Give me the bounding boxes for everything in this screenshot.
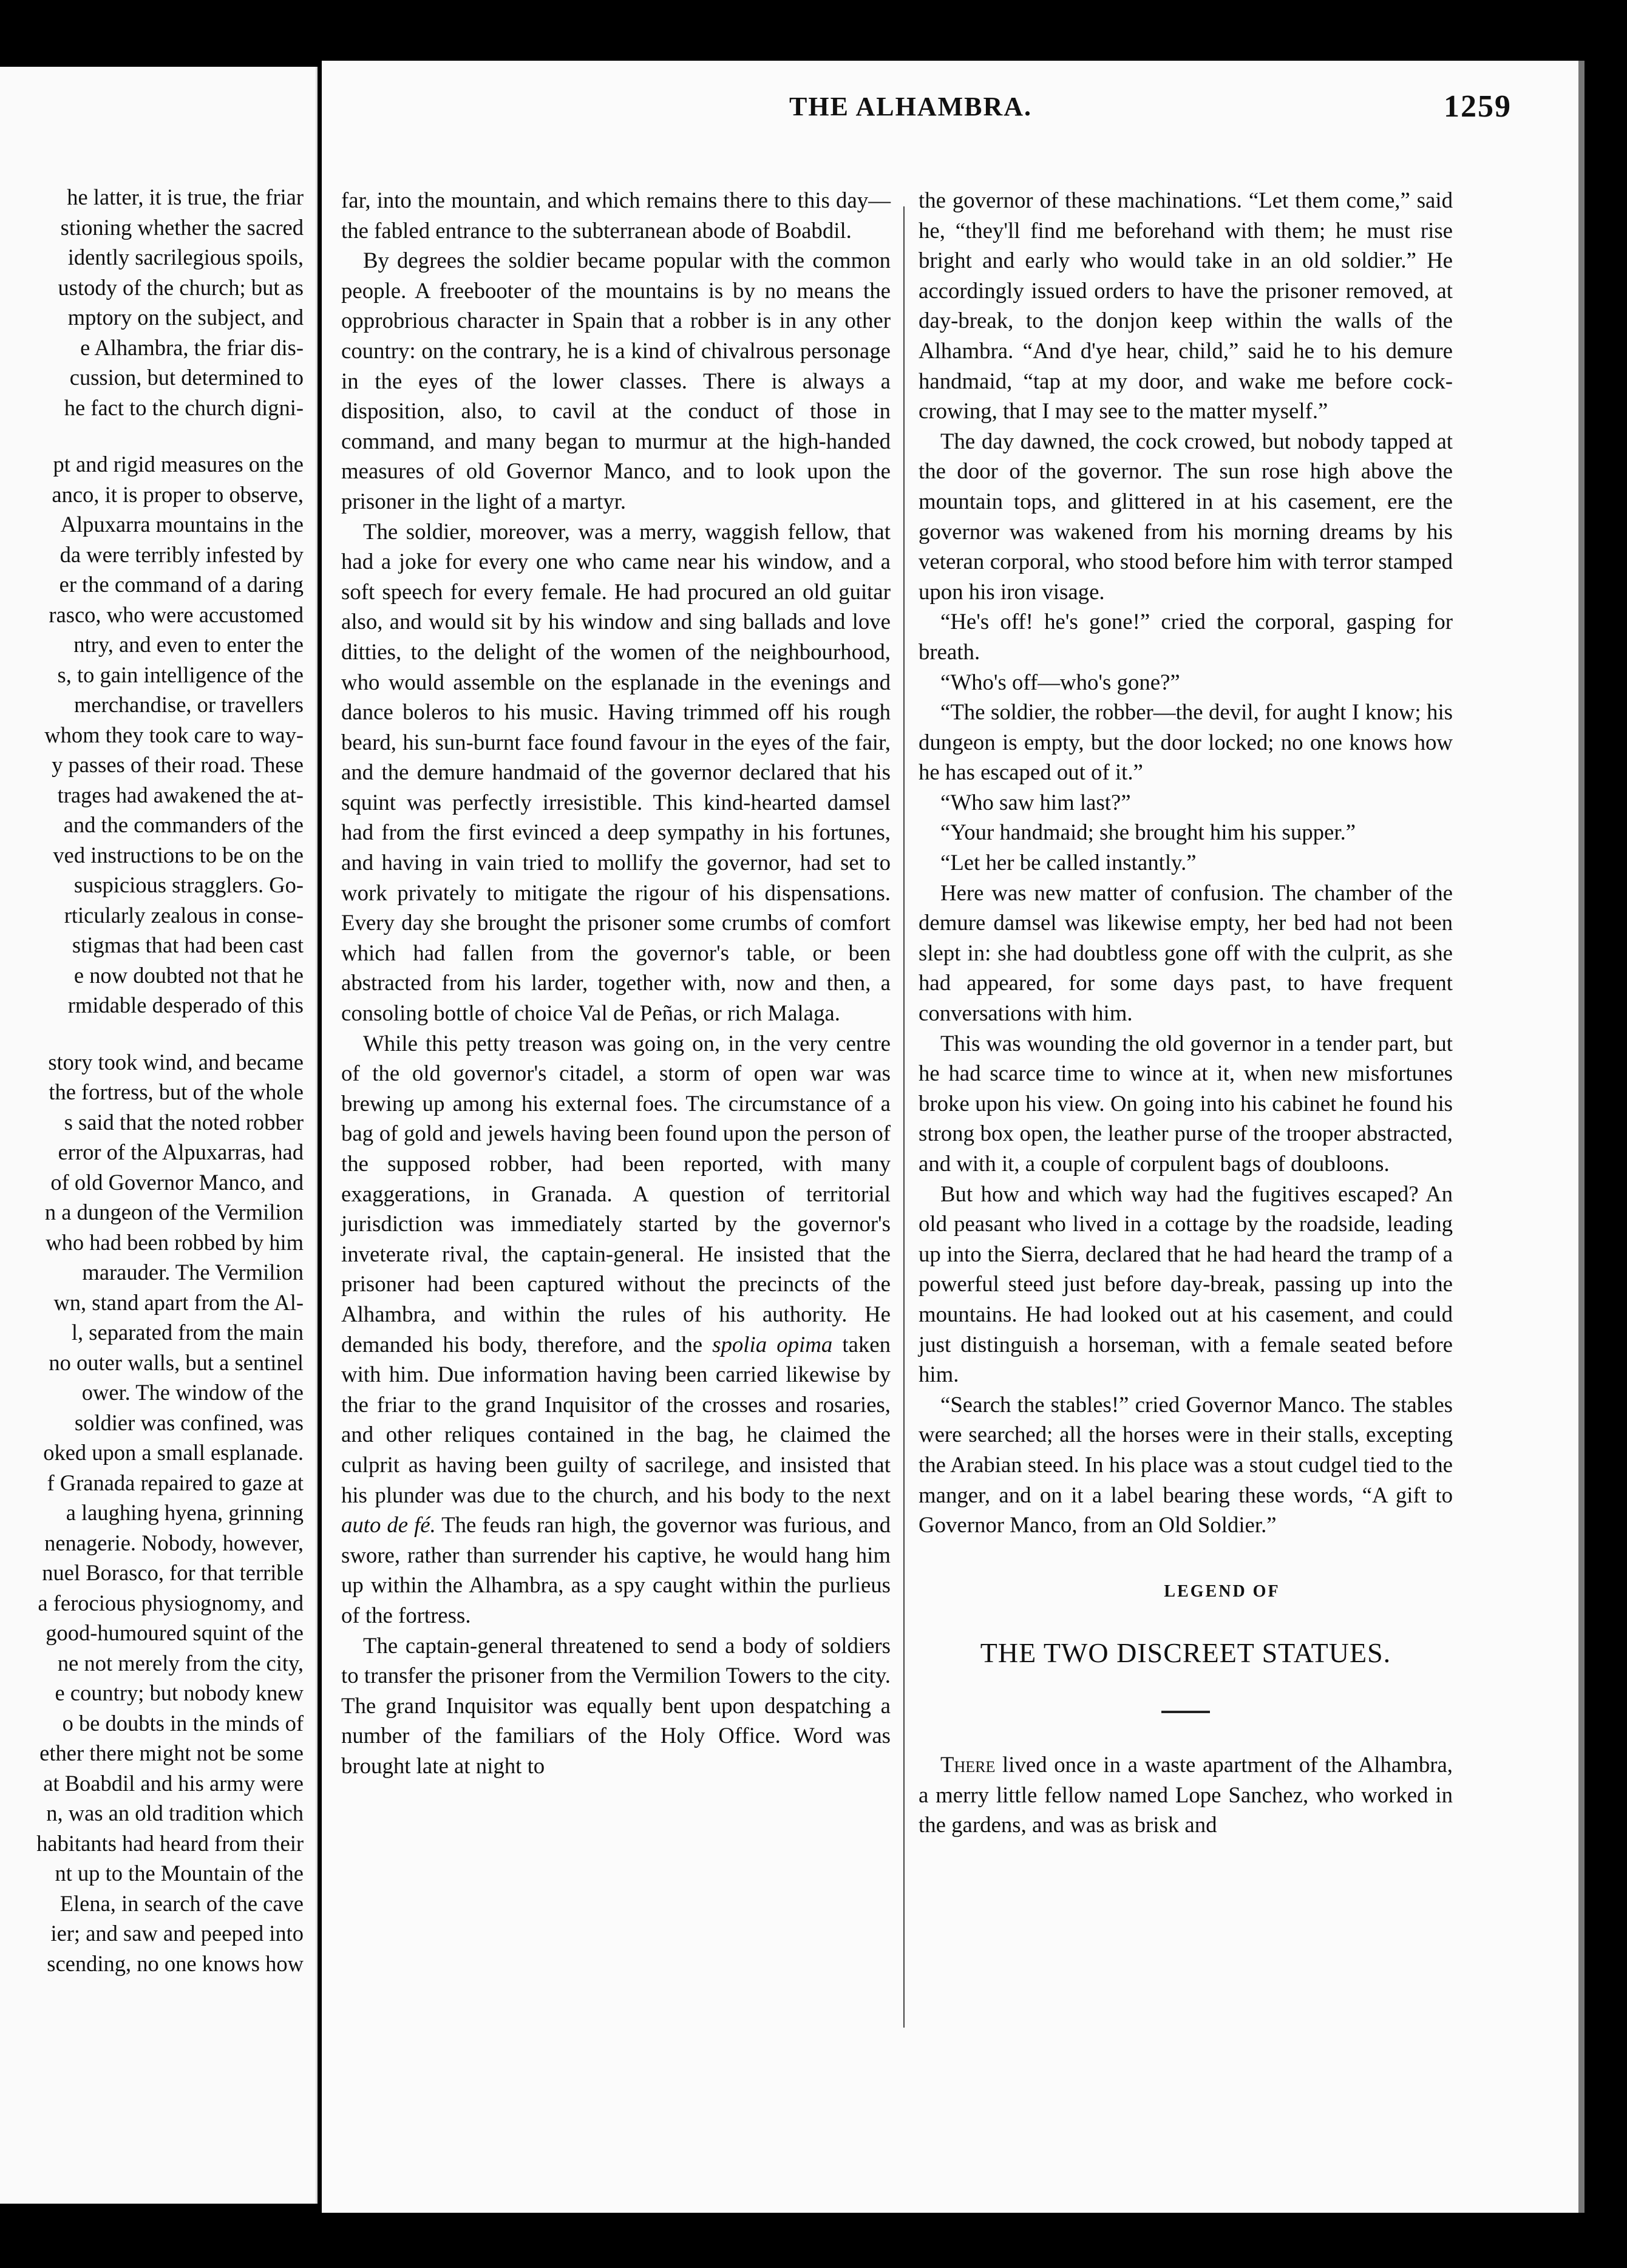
paragraph: “The soldier, the robber—the devil, for aught I know; his dungeon is empty, but the door locked; no one knows how he has escaped out of it.” xyxy=(919,699,1453,785)
right-column xyxy=(919,185,1453,1840)
text-line: ustody of the church; but as xyxy=(58,274,304,300)
page-number: 1259 xyxy=(1444,89,1512,124)
italic-text: auto de fé. xyxy=(341,1512,436,1538)
text-line: da were terribly infested by xyxy=(59,542,304,567)
text-line: oked upon a small esplanade. xyxy=(43,1440,304,1465)
paragraph: “Your handmaid; she brought him his supper.” xyxy=(940,820,1356,845)
text-span: The feuds ran high, the governor was furious, and swore, rather than surrender his captive, he would hang him up within the Alhambra, as a spy caught within the purlieus of the fortress. xyxy=(341,1512,891,1628)
text-line: anco, it is proper to observe, xyxy=(52,481,304,507)
text-line: cussion, but determined to xyxy=(69,365,304,390)
running-header xyxy=(455,91,1512,140)
text-line: ne not merely from the city, xyxy=(57,1650,304,1676)
text-line: a ferocious physiognomy, and xyxy=(38,1590,304,1615)
paragraph: But how and which way had the fugitives escaped? An old peasant who lived in a cottage by the roadside, leading up into the Sierra, declared that he had heard the tramp of a powerful steed just before day-break, passing up into the mountains. He had looked out at his casement, and could just distinguish a horseman, with a female seated before him. xyxy=(919,1181,1453,1387)
paragraph xyxy=(919,1750,1453,1840)
text-line: pt and rigid measures on the xyxy=(53,452,304,477)
text-line: e Alhambra, the friar dis- xyxy=(80,334,304,360)
paragraph: “Let her be called instantly.” xyxy=(940,850,1197,875)
text-line: nt up to the Mountain of the xyxy=(55,1861,304,1886)
text-line: n a dungeon of the Vermilion xyxy=(44,1200,304,1224)
text-line: er the command of a daring xyxy=(59,572,304,597)
text-line: f Granada repaired to gaze at xyxy=(47,1470,304,1495)
section-title: THE TWO DISCREET STATUES. xyxy=(980,1637,1391,1669)
paragraph: Here was new matter of confusion. The chamber of the demure damsel was likewise empty, her bed had not been slept in: she had doubtless gone off with the culprit, as she had appeared, for some days past, to have frequent conversations with him. xyxy=(919,880,1453,1026)
text-line: story took wind, and became xyxy=(48,1049,304,1075)
text-line: nenagerie. Nobody, however, xyxy=(44,1530,304,1555)
text-span: While this petty treason was going on, in the very centre of the old governor's citadel, a storm of open war was brewing up among his external foes. The circumstance of a bag of gold and jewels having been found upon the person of the supposed robber, had been reported, with many exaggerations, in Granada. A question of territorial jurisdiction was immediately started by the governor's inveterate rival, the captain-general. He insisted that the prisoner had been captured without the precincts of the Alhambra, and within the rules of his authority. He demanded his body, therefore, and the xyxy=(341,1030,891,1357)
paragraph: “Search the stables!” cried Governor Manco. The stables were searched; all the horses were in their stalls, excepting the Arabian steed. In his place was a stout cudgel tied to the manger, and on it a label bearing these words, “A gift to Governor Manco, from an Old Soldier.” xyxy=(919,1391,1453,1538)
text-line: no outer walls, but a sentinel xyxy=(49,1350,304,1375)
paragraph xyxy=(341,1028,891,1631)
text-line: stioning whether the sacred xyxy=(60,214,304,240)
text-line: scending, no one knows how xyxy=(47,1951,304,1976)
left-page-fragment xyxy=(0,67,318,2204)
paragraph: This was wounding the old governor in a tender part, but he had scarce time to wince at it, when new misfortunes broke upon his view. On going into his cabinet he found his strong box open, the leather purse of the trooper abstracted, and with it, a couple of corpulent bags of doubloons. xyxy=(919,1030,1453,1176)
section-kicker: LEGEND OF xyxy=(1164,1581,1280,1601)
text-line: wn, stand apart from the Al- xyxy=(53,1289,304,1315)
text-line: s, to gain intelligence of the xyxy=(57,662,304,687)
paragraph: the governor of these machinations. “Let them come,” said he, “they'll find me beforehand with them; he must rise bright and early who would take in an old soldier.” He accordingly issued orders to have the prisoner removed, at day-break, to the donjon keep within the walls of the Alhambra. “And d'ye hear, child,” said he to his demure handmaid, “tap at my door, and wake me before cock-crowing, that I may see to the matter myself.” xyxy=(919,188,1453,424)
text-line: who had been robbed by him xyxy=(46,1229,304,1255)
text-line: mptory on the subject, and xyxy=(67,305,304,330)
paragraph: The captain-general threatened to send a body of soldiers to transfer the prisoner from the Vermilion Towers to the city. The grand Inquisitor was equally bent upon despatching a number of the familiars of the Holy Office. Word was brought late at night to xyxy=(341,1632,891,1778)
text-line: rticularly zealous in conse- xyxy=(64,902,304,928)
text-line: of old Governor Manco, and xyxy=(50,1169,304,1195)
text-line: merchandise, or travellers xyxy=(73,692,304,717)
text-line: e country; but nobody knew xyxy=(55,1680,304,1705)
text-line: stigmas that had been cast xyxy=(72,932,304,957)
paragraph: far, into the mountain, and which remains there to this day—the fabled entrance to the subterranean abode of Boabdil. xyxy=(341,188,891,243)
text-line: habitants had heard from their xyxy=(36,1830,304,1856)
text-line: y passes of their road. These xyxy=(52,752,304,777)
page-title: THE ALHAMBRA. xyxy=(789,92,1033,121)
text-line: at Boabdil and his army were xyxy=(43,1770,304,1796)
text-line: s said that the noted robber xyxy=(64,1109,304,1135)
lead-word: There xyxy=(940,1751,996,1777)
text-line: ier; and saw and peeped into xyxy=(50,1921,304,1946)
text-line: a laughing hyena, grinning xyxy=(66,1500,304,1525)
paragraph: The day dawned, the cock crowed, but nobody tapped at the door of the governor. The sun rose high above the mountain tops, and glittered in at his casement, ere the governor was wakened from his morning dreams by his veteran corporal, who stood before him with terror stamped upon his iron visage. xyxy=(919,428,1453,604)
text-line: and the commanders of the xyxy=(63,812,304,837)
paragraph: “Who saw him last?” xyxy=(940,789,1131,815)
text-line: ower. The window of the xyxy=(81,1380,304,1405)
text-line: trages had awakened the at- xyxy=(57,782,304,807)
text-line: n, was an old tradition which xyxy=(46,1801,304,1825)
text-line: he fact to the church digni- xyxy=(64,395,304,420)
text-line: soldier was confined, was xyxy=(74,1410,304,1435)
paragraph: The soldier, moreover, was a merry, waggish fellow, that had a joke for every one who came near his window, and a soft speech for every female. He had procured an old guitar also, and would sit by his window and sing ballads and love ditties, to the delight of the women of the neighbourhood, who would assemble on the esplanade in the evenings and dance boleros to his music. Having trimmed off his rough beard, his sun-burnt face found favour in the eyes of the fair, and the demure handmaid of the governor declared that his squint was perfectly irresistible. This kind-hearted damsel had from the first evinced a deep sympathy in his fortunes, and having in vain tried to mollify the governor, had set to work privately to mitigate the rigour of his dispensations. Every day she brought the prisoner some crumbs of comfort which had fallen from the governor's table, or been abstracted from his larder, together with, now and then, a consoling bottle of choice Val de Peñas, or rich Malaga. xyxy=(341,518,891,1026)
text-line: rasco, who were accustomed xyxy=(49,602,304,627)
text-line: error of the Alpuxarras, had xyxy=(58,1139,304,1164)
text-line: Elena, in search of the cave xyxy=(59,1890,304,1916)
paragraph: “Who's off—who's gone?” xyxy=(940,669,1180,694)
text-line: the fortress, but of the whole xyxy=(49,1079,304,1104)
paragraph: By degrees the soldier became popular with the common people. A freebooter of the mountains is by no means the opprobrious character in Spain that a robber is in any other country: on the contrary, he is a kind of chivalrous personage in the eyes of the lower classes. There is always a disposition, also, to cavil at the conduct of those in command, and many began to murmur at the high-handed measures of old Governor Manco, and to look upon the prisoner in the light of a martyr. xyxy=(341,248,891,514)
left-column-text xyxy=(0,182,304,1978)
column-divider xyxy=(903,206,905,2028)
paragraph-gap xyxy=(0,423,304,449)
paragraph: “He's off! he's gone!” cried the corporal, gasping for breath. xyxy=(919,609,1453,664)
text-line: l, separated from the main xyxy=(71,1320,304,1345)
text-line: whom they took care to way- xyxy=(44,722,304,747)
text-line: ved instructions to be on the xyxy=(53,842,304,867)
text-line: marauder. The Vermilion xyxy=(82,1260,304,1285)
section-rule xyxy=(1161,1711,1210,1713)
text-span: lived once in a waste apartment of the Alhambra, a merry little fellow named Lope Sanchez, who worked in the gardens, and was as brisk and xyxy=(919,1751,1453,1838)
text-line: nuel Borasco, for that terrible xyxy=(42,1560,304,1585)
text-line: e now doubted not that he xyxy=(73,962,304,988)
text-line: ether there might not be some xyxy=(39,1740,304,1765)
text-line: o be doubts in the minds of xyxy=(62,1710,304,1736)
text-line: ntry, and even to enter the xyxy=(73,632,304,657)
text-line: suspicious stragglers. Go- xyxy=(73,872,304,897)
middle-column xyxy=(341,185,891,1781)
text-line: he latter, it is true, the friar xyxy=(67,185,304,209)
paragraph-gap xyxy=(0,1020,304,1047)
italic-text: spolia opima xyxy=(712,1331,833,1357)
text-line: Alpuxarra mountains in the xyxy=(60,512,304,537)
text-span: taken with him. Due information having been carried likewise by the friar to the grand Inquisitor of the crosses and rosaries, and other reliques contained in the bag, he claimed the culprit as having been guilty of sacrilege, and insisted that his plunder was due to the church, and his body to the next xyxy=(341,1331,891,1507)
text-line: idently sacrilegious spoils, xyxy=(67,245,304,270)
text-line: rmidable desperado of this xyxy=(67,993,304,1017)
text-line: good-humoured squint of the xyxy=(46,1620,304,1645)
